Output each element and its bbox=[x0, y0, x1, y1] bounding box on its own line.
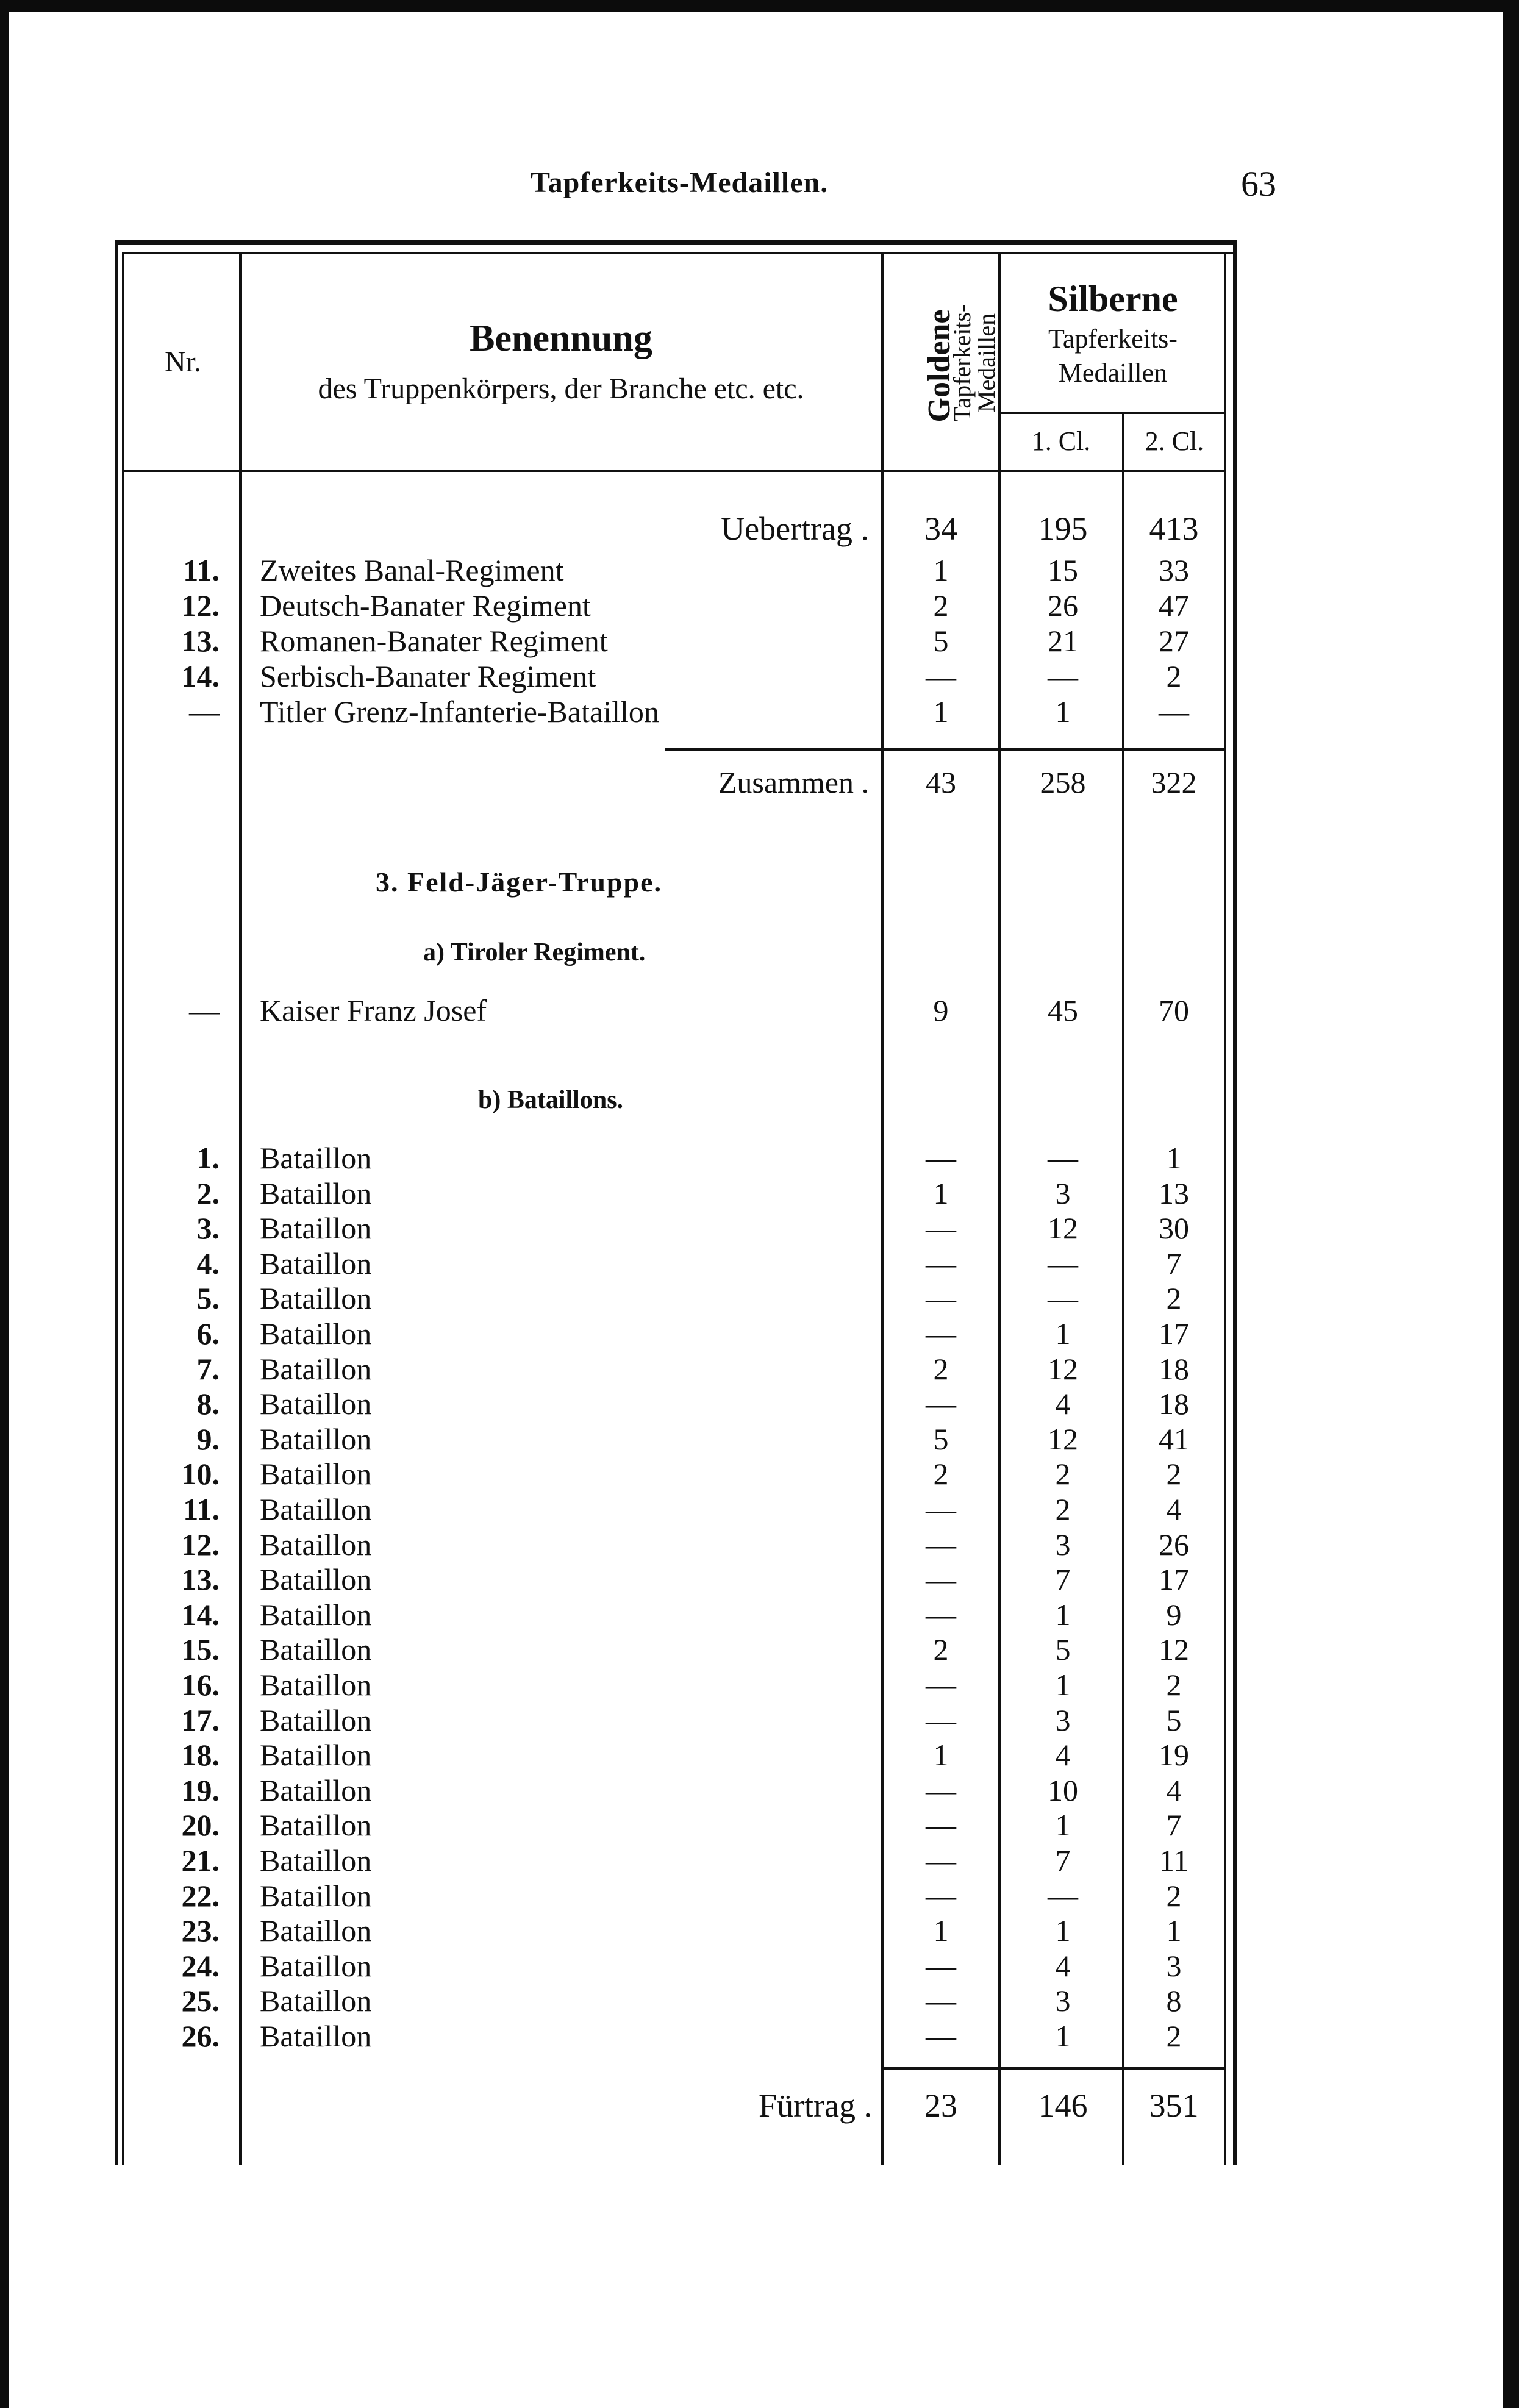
row-cl2: 12 bbox=[1159, 1632, 1189, 1667]
row-number: 21. bbox=[181, 1843, 220, 1877]
row-cl1: 1 bbox=[1055, 695, 1071, 729]
row-cl2: 17 bbox=[1159, 1317, 1189, 1351]
row-cl2: 30 bbox=[1159, 1211, 1189, 1245]
row-cl1: 12 bbox=[1048, 1352, 1078, 1386]
row-name: Titler Grenz-Infanterie-Bataillon bbox=[260, 695, 665, 729]
header-goldene: Goldene bbox=[922, 309, 957, 423]
row-cl1: 1 bbox=[1055, 1317, 1071, 1351]
row-name: Romanen-Banater Regiment bbox=[260, 624, 614, 658]
section-title: 3. Feld-Jäger-Truppe. bbox=[376, 866, 662, 898]
row-number: 15. bbox=[181, 1632, 220, 1667]
table-row bbox=[0, 1527, 1519, 1562]
table-row bbox=[0, 1878, 1519, 1913]
header-bottom-rule bbox=[122, 470, 1226, 472]
row-name: Bataillon bbox=[260, 1949, 377, 1983]
kaiser-row bbox=[0, 993, 1519, 1028]
zusammen-cl1: 258 bbox=[1040, 765, 1086, 799]
row-name: Bataillon bbox=[260, 1703, 377, 1737]
table-row bbox=[0, 1281, 1519, 1316]
table-row bbox=[0, 1983, 1519, 2018]
row-gold: — bbox=[926, 1562, 956, 1596]
row-number: 13. bbox=[181, 1562, 220, 1596]
row-name: Deutsch-Banater Regiment bbox=[260, 588, 597, 623]
row-number: 11. bbox=[183, 553, 220, 587]
row-number: 19. bbox=[181, 1773, 220, 1807]
row-gold: — bbox=[926, 1703, 956, 1737]
row-cl2: 2 bbox=[1166, 1281, 1182, 1315]
row-cl1: 4 bbox=[1055, 1949, 1071, 1983]
grenz-row-5 bbox=[0, 694, 1519, 729]
row-name: Bataillon bbox=[260, 1457, 377, 1491]
row-number: 14. bbox=[181, 659, 220, 693]
row-cl1: 4 bbox=[1055, 1387, 1071, 1421]
zusammen-row bbox=[0, 765, 1519, 800]
row-number: 23. bbox=[181, 1913, 220, 1948]
row-gold: 2 bbox=[933, 1352, 949, 1386]
row-name: Bataillon bbox=[260, 1422, 377, 1456]
row-cl1: 7 bbox=[1055, 1843, 1071, 1877]
row-gold: 2 bbox=[933, 1632, 949, 1667]
row-gold: — bbox=[926, 2019, 956, 2053]
row-gold: — bbox=[926, 1879, 956, 1913]
row-number: 12. bbox=[181, 588, 220, 623]
running-head: Tapferkeits-Medaillen. bbox=[531, 166, 829, 199]
row-name: Kaiser Franz Josef bbox=[260, 993, 493, 1027]
header-silberne-medaillen: Medaillen bbox=[1058, 358, 1168, 388]
row-gold: — bbox=[926, 1843, 956, 1877]
fuertrag-cl1: 146 bbox=[1038, 2087, 1088, 2124]
row-name: Bataillon bbox=[260, 1492, 377, 1526]
table-top-rule bbox=[115, 240, 1237, 245]
row-cl2: 11 bbox=[1159, 1843, 1189, 1877]
row-number: 14. bbox=[181, 1598, 220, 1632]
table-row bbox=[0, 1562, 1519, 1597]
row-gold: — bbox=[926, 1141, 956, 1175]
row-name: Bataillon bbox=[260, 1808, 377, 1842]
row-name: Bataillon bbox=[260, 2019, 377, 2053]
table-row bbox=[0, 1351, 1519, 1387]
row-gold: — bbox=[926, 1668, 956, 1702]
fuertrag-gold: 23 bbox=[924, 2087, 957, 2124]
table-top-rule-thin bbox=[122, 252, 1233, 254]
row-cl1: 1 bbox=[1055, 2019, 1071, 2053]
header-benennung-title: Benennung bbox=[470, 318, 652, 359]
table-row bbox=[0, 1421, 1519, 1457]
row-gold: — bbox=[926, 1317, 956, 1351]
row-cl1: 1 bbox=[1055, 1808, 1071, 1842]
row-number: 10. bbox=[181, 1457, 220, 1491]
row-name: Bataillon bbox=[260, 1527, 377, 1562]
row-gold: — bbox=[926, 1281, 956, 1315]
table-row bbox=[0, 2018, 1519, 2054]
zusammen-rule bbox=[665, 748, 1226, 751]
row-name: Bataillon bbox=[260, 1598, 377, 1632]
row-cl2: 41 bbox=[1159, 1422, 1189, 1456]
table-row bbox=[0, 1843, 1519, 1878]
header-goldene-tapferkeits: Tapferkeits- bbox=[948, 304, 976, 422]
row-gold: 1 bbox=[933, 1176, 949, 1210]
row-number: 1. bbox=[196, 1141, 220, 1175]
row-cl1: 1 bbox=[1055, 1913, 1071, 1948]
uebertrag-cl1: 195 bbox=[1038, 510, 1088, 547]
row-cl1: 15 bbox=[1048, 553, 1078, 587]
row-cl2: 5 bbox=[1166, 1703, 1182, 1737]
table-row bbox=[0, 1702, 1519, 1738]
row-name: Bataillon bbox=[260, 1668, 377, 1702]
row-gold: 5 bbox=[933, 624, 949, 658]
row-gold: 2 bbox=[933, 1457, 949, 1491]
row-cl1: 12 bbox=[1048, 1211, 1078, 1245]
row-cl2: 70 bbox=[1159, 993, 1189, 1027]
row-cl2: 18 bbox=[1159, 1352, 1189, 1386]
row-number: — bbox=[189, 993, 220, 1027]
row-cl1: 1 bbox=[1055, 1668, 1071, 1702]
table-row bbox=[0, 1737, 1519, 1773]
table-row bbox=[0, 1176, 1519, 1211]
row-gold: — bbox=[926, 659, 956, 693]
row-name: Bataillon bbox=[260, 1387, 377, 1421]
row-cl1: — bbox=[1048, 1281, 1078, 1315]
silberne-subheader-rule bbox=[1000, 412, 1226, 414]
row-cl2: 2 bbox=[1166, 1879, 1182, 1913]
row-cl1: 45 bbox=[1048, 993, 1078, 1027]
row-cl2: 2 bbox=[1166, 2019, 1182, 2053]
row-gold: 1 bbox=[933, 553, 949, 587]
header-cl1: 1. Cl. bbox=[1031, 426, 1091, 456]
row-number: 11. bbox=[183, 1492, 220, 1526]
row-cl2: 4 bbox=[1166, 1492, 1182, 1526]
row-number: 12. bbox=[181, 1527, 220, 1562]
row-name: Bataillon bbox=[260, 1738, 377, 1772]
zusammen-gold: 43 bbox=[926, 765, 956, 799]
subsection-a: a) Tiroler Regiment. bbox=[423, 938, 646, 966]
row-gold: 1 bbox=[933, 1913, 949, 1948]
table-row bbox=[0, 1807, 1519, 1843]
row-cl2: 18 bbox=[1159, 1387, 1189, 1421]
header-nr: Nr. bbox=[165, 346, 201, 378]
row-name: Bataillon bbox=[260, 1281, 377, 1315]
scan-border-top bbox=[0, 0, 1519, 12]
table-row bbox=[0, 1913, 1519, 1948]
row-number: 9. bbox=[196, 1422, 220, 1456]
row-cl2: 19 bbox=[1159, 1738, 1189, 1772]
row-cl2: 8 bbox=[1166, 1984, 1182, 2018]
table-row bbox=[0, 1140, 1519, 1176]
header-silberne: Silberne bbox=[1048, 279, 1178, 319]
row-cl2: 47 bbox=[1159, 588, 1189, 623]
row-number: 25. bbox=[181, 1984, 220, 2018]
row-gold: — bbox=[926, 1211, 956, 1245]
fuertrag-row bbox=[0, 2088, 1519, 2123]
uebertrag-gold: 34 bbox=[924, 510, 957, 547]
row-number: 6. bbox=[196, 1317, 220, 1351]
row-name: Bataillon bbox=[260, 1211, 377, 1245]
header-silberne-tapferkeits: Tapferkeits- bbox=[1048, 324, 1178, 354]
row-cl2: 17 bbox=[1159, 1562, 1189, 1596]
row-cl2: 1 bbox=[1166, 1141, 1182, 1175]
table-row bbox=[0, 1456, 1519, 1492]
row-cl2: — bbox=[1159, 695, 1189, 729]
row-gold: — bbox=[926, 1773, 956, 1807]
header-goldene-rotated bbox=[885, 262, 1000, 463]
row-name: Zweites Banal-Regiment bbox=[260, 553, 570, 587]
row-name: Bataillon bbox=[260, 1632, 377, 1667]
row-cl1: 1 bbox=[1055, 1598, 1071, 1632]
row-cl1: 4 bbox=[1055, 1738, 1071, 1772]
header-goldene-medaillen: Medaillen bbox=[973, 313, 1000, 413]
row-gold: 5 bbox=[933, 1422, 949, 1456]
row-cl1: 3 bbox=[1055, 1527, 1071, 1562]
row-cl2: 33 bbox=[1159, 553, 1189, 587]
row-cl1: 2 bbox=[1055, 1492, 1071, 1526]
row-cl1: 21 bbox=[1048, 624, 1078, 658]
table-row bbox=[0, 1632, 1519, 1667]
row-gold: 2 bbox=[933, 588, 949, 623]
row-number: 18. bbox=[181, 1738, 220, 1772]
row-gold: 1 bbox=[933, 1738, 949, 1772]
row-cl1: 12 bbox=[1048, 1422, 1078, 1456]
row-cl1: 3 bbox=[1055, 1703, 1071, 1737]
fuertrag-label: Fürtrag . bbox=[759, 2087, 872, 2124]
row-cl1: 5 bbox=[1055, 1632, 1071, 1667]
row-name: Bataillon bbox=[260, 1352, 377, 1386]
table-row bbox=[0, 1492, 1519, 1527]
row-cl2: 3 bbox=[1166, 1949, 1182, 1983]
row-gold: — bbox=[926, 1492, 956, 1526]
row-cl1: — bbox=[1048, 659, 1078, 693]
row-gold: — bbox=[926, 1246, 956, 1281]
row-cl1: 3 bbox=[1055, 1176, 1071, 1210]
row-name: Bataillon bbox=[260, 1317, 377, 1351]
row-name: Bataillon bbox=[260, 1141, 377, 1175]
row-name: Serbisch-Banater Regiment bbox=[260, 659, 602, 693]
table-row bbox=[0, 1210, 1519, 1246]
row-name: Bataillon bbox=[260, 1246, 377, 1281]
row-name: Bataillon bbox=[260, 1176, 377, 1210]
fuertrag-cl2: 351 bbox=[1149, 2087, 1199, 2124]
row-cl1: — bbox=[1048, 1141, 1078, 1175]
row-number: — bbox=[189, 695, 220, 729]
row-number: 3. bbox=[196, 1211, 220, 1245]
table-row bbox=[0, 1948, 1519, 1984]
row-gold: — bbox=[926, 1949, 956, 1983]
row-cl2: 2 bbox=[1166, 1668, 1182, 1702]
zusammen-label: Zusammen . bbox=[718, 765, 869, 799]
uebertrag-label: Uebertrag . bbox=[721, 510, 869, 547]
row-cl2: 26 bbox=[1159, 1527, 1189, 1562]
row-cl1: — bbox=[1048, 1879, 1078, 1913]
grenz-row-1 bbox=[0, 552, 1519, 588]
table-row bbox=[0, 1316, 1519, 1351]
row-number: 16. bbox=[181, 1668, 220, 1702]
row-gold: — bbox=[926, 1808, 956, 1842]
row-number: 4. bbox=[196, 1246, 220, 1281]
row-name: Bataillon bbox=[260, 1984, 377, 2018]
zusammen-cl2: 322 bbox=[1151, 765, 1197, 799]
row-cl2: 7 bbox=[1166, 1246, 1182, 1281]
row-gold: 9 bbox=[933, 993, 949, 1027]
row-cl2: 2 bbox=[1166, 1457, 1182, 1491]
row-name: Bataillon bbox=[260, 1879, 377, 1913]
row-cl1: 7 bbox=[1055, 1562, 1071, 1596]
row-cl1: 26 bbox=[1048, 588, 1078, 623]
row-cl1: 10 bbox=[1048, 1773, 1078, 1807]
uebertrag-cl2: 413 bbox=[1149, 510, 1199, 547]
row-number: 7. bbox=[196, 1352, 220, 1386]
table-row bbox=[0, 1597, 1519, 1632]
row-cl2: 7 bbox=[1166, 1808, 1182, 1842]
table-row bbox=[0, 1773, 1519, 1808]
row-name: Bataillon bbox=[260, 1913, 377, 1948]
row-cl2: 4 bbox=[1166, 1773, 1182, 1807]
row-cl2: 9 bbox=[1166, 1598, 1182, 1632]
row-cl2: 13 bbox=[1159, 1176, 1189, 1210]
uebertrag-row bbox=[0, 511, 1519, 546]
row-number: 5. bbox=[196, 1281, 220, 1315]
grenz-row-2 bbox=[0, 588, 1519, 623]
row-number: 20. bbox=[181, 1808, 220, 1842]
row-number: 24. bbox=[181, 1949, 220, 1983]
row-cl2: 27 bbox=[1159, 624, 1189, 658]
row-number: 17. bbox=[181, 1703, 220, 1737]
row-name: Bataillon bbox=[260, 1562, 377, 1596]
page-number: 63 bbox=[1241, 164, 1276, 204]
subsection-b: b) Bataillons. bbox=[478, 1086, 624, 1114]
row-gold: — bbox=[926, 1984, 956, 2018]
row-number: 13. bbox=[181, 624, 220, 658]
row-gold: 1 bbox=[933, 695, 949, 729]
row-cl2: 2 bbox=[1166, 659, 1182, 693]
row-number: 22. bbox=[181, 1879, 220, 1913]
row-number: 8. bbox=[196, 1387, 220, 1421]
row-cl1: — bbox=[1048, 1246, 1078, 1281]
row-gold: — bbox=[926, 1527, 956, 1562]
grenz-row-4 bbox=[0, 659, 1519, 694]
row-cl1: 2 bbox=[1055, 1457, 1071, 1491]
row-gold: — bbox=[926, 1387, 956, 1421]
row-cl2: 1 bbox=[1166, 1913, 1182, 1948]
row-number: 26. bbox=[181, 2019, 220, 2053]
header-cl2: 2. Cl. bbox=[1145, 426, 1204, 456]
table-row bbox=[0, 1667, 1519, 1702]
row-name: Bataillon bbox=[260, 1773, 377, 1807]
row-name: Bataillon bbox=[260, 1843, 377, 1877]
table-row bbox=[0, 1386, 1519, 1421]
table-row bbox=[0, 1246, 1519, 1281]
row-number: 2. bbox=[196, 1176, 220, 1210]
fuertrag-rule bbox=[883, 2067, 1226, 2070]
grenz-row-3 bbox=[0, 623, 1519, 659]
row-cl1: 3 bbox=[1055, 1984, 1071, 2018]
row-gold: — bbox=[926, 1598, 956, 1632]
header-benennung-sub: des Truppenkörpers, der Branche etc. etc. bbox=[318, 373, 804, 405]
